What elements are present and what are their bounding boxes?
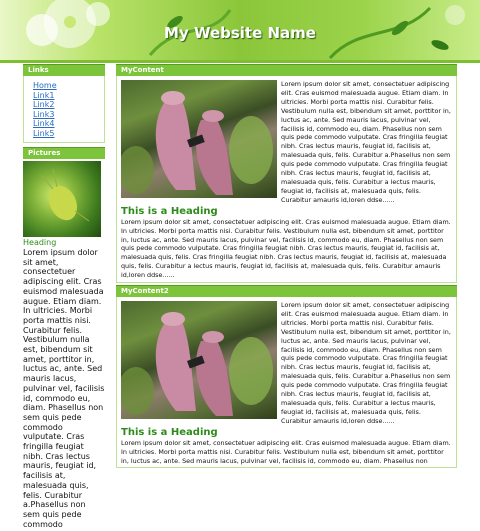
plant-illustration xyxy=(121,80,277,198)
nav-link-5[interactable]: Link5 xyxy=(33,128,55,138)
nav-link-4[interactable]: Link4 xyxy=(33,119,55,128)
pitcher-plant-photo xyxy=(121,80,277,198)
nav-link-2[interactable]: Link2 xyxy=(33,100,55,109)
site-title: My Website Name xyxy=(164,24,316,42)
picture-description: Lorem ipsum dolor sit amet, consectetuer adipiscing elit. Cras euismod malesuada augue. Etiam diam. In ultricies. Morbi porta mattis nisi. Curabitur felis. Vestibulum nulla est, bibendum sit amet, porttitor in, luctus ac, ante. Sed mauris lacus, pulvinar vel, facilisis id, commodo eu, diam. Phasellus non sem quis pede commodo vulputate. Cras fringilla feugiat nibh. Cras lectus mauris, feugiat id, facilisis at, malesuada quis, felis. Curabitur a.Phasellus non sem quis pede commodo xyxy=(23,248,105,529)
content-section-2 xyxy=(116,285,457,468)
content2-box xyxy=(116,297,457,468)
site-header xyxy=(0,0,480,60)
nav-link-1[interactable]: Link1 xyxy=(33,90,55,100)
sidebar xyxy=(23,64,105,531)
nav-link-3[interactable]: Link3 xyxy=(33,109,55,119)
header-divider xyxy=(0,60,480,63)
links-box-title: Links xyxy=(23,64,105,76)
content1-title: MyContent xyxy=(116,64,457,76)
content2-body: Lorem ipsum dolor sit amet, consectetuer adipiscing elit. Cras euismod malesuada augue. Etiam diam. In ultricies. Morbi porta mattis nisi. Curabitur felis. Vestibulum nulla est, bibendum sit amet, porttitor in, luctus ac, ante. Sed mauris lacus, pulvinar vel, facilisis id, commodo eu, diam. Phasellus non xyxy=(121,438,451,465)
nav-link-home[interactable]: Home xyxy=(33,81,57,90)
content2-heading: This is a Heading xyxy=(121,426,218,438)
picture-heading: Heading xyxy=(23,238,57,247)
content2-title: MyContent2 xyxy=(116,285,457,297)
pitcher-plant-photo-2 xyxy=(121,301,277,419)
insect-illustration xyxy=(23,161,101,237)
content-section-1 xyxy=(116,64,457,283)
content2-intro: Lorem ipsum dolor sit amet, consectetuer adipiscing elit. Cras euismod malesuada augue. Etiam diam. In ultricies. Morbi porta mattis nisi. Curabitur felis. Vestibulum nulla est, bibendum sit amet, porttitor in, luctus ac, ante. Sed mauris lacus, pulvinar vel, facilisis id, commodo eu, diam. Phasellus non sem quis pede commodo vulputate. Cras fringilla feugiat nibh. Cras lectus mauris, feugiat id, facilisis at, malesuada quis, felis. Curabitur a.Phasellus non sem quis pede commodo vulputate. Cras fringilla feugiat nibh. Cras lectus mauris, feugiat id, facilisis at, malesuada quis, felis. Curabitur a lectus mauris, feugiat id, facilisis at, malesuada quis, felis. Curabitur amauris id,loren ddse...... xyxy=(281,301,451,425)
main-content xyxy=(116,64,457,531)
plant-illustration-2 xyxy=(121,301,277,419)
pictures-box-title: Pictures xyxy=(23,147,105,159)
insect-picture xyxy=(23,161,101,237)
content1-body: Lorem ipsum dolor sit amet, consectetuer adipiscing elit. Cras euismod malesuada augue. Etiam diam. In ultricies. Morbi porta mattis nisi. Curabitur felis. Vestibulum nulla est, bibendum sit amet, porttitor in, luctus ac, ante. Sed mauris lacus, pulvinar vel, facilisis id, commodo eu, diam. Phasellus non sem quis pede commodo vulputate. Cras fringilla feugiat nibh. Cras lectus mauris, feugiat id, facilisis at, malesuada quis, felis. Cras fringilla feugiat nibh. Cras lectus mauris, feugiat id, facilisis at, malesuada quis, felis. Curabitur a lectus mauris, feugiat id, facilisis at, malesuada quis, felis. Curabitur amauris id,loren ddse...... xyxy=(121,217,451,280)
content1-intro: Lorem ipsum dolor sit amet, consectetuer adipiscing elit. Cras euismod malesuada augue. Etiam diam. In ultricies. Morbi porta mattis nisi. Curabitur felis. Vestibulum nulla est, bibendum sit amet, porttitor in, luctus ac, ante. Sed mauris lacus, pulvinar vel, facilisis id, commodo eu, diam. Phasellus non sem quis pede commodo vulputate. Cras fringilla feugiat nibh. Cras lectus mauris, feugiat id, facilisis at, malesuada quis, felis. Curabitur a.Phasellus non sem quis pede commodo vulputate. Cras fringilla feugiat nibh. Cras lectus mauris, feugiat id, facilisis at, malesuada quis, felis. Curabitur a lectus mauris, feugiat id, facilisis at, malesuada quis, felis. Curabitur amauris id,loren ddse...... xyxy=(281,80,451,204)
content1-box xyxy=(116,76,457,283)
links-box xyxy=(23,76,105,143)
content1-heading: This is a Heading xyxy=(121,205,218,217)
